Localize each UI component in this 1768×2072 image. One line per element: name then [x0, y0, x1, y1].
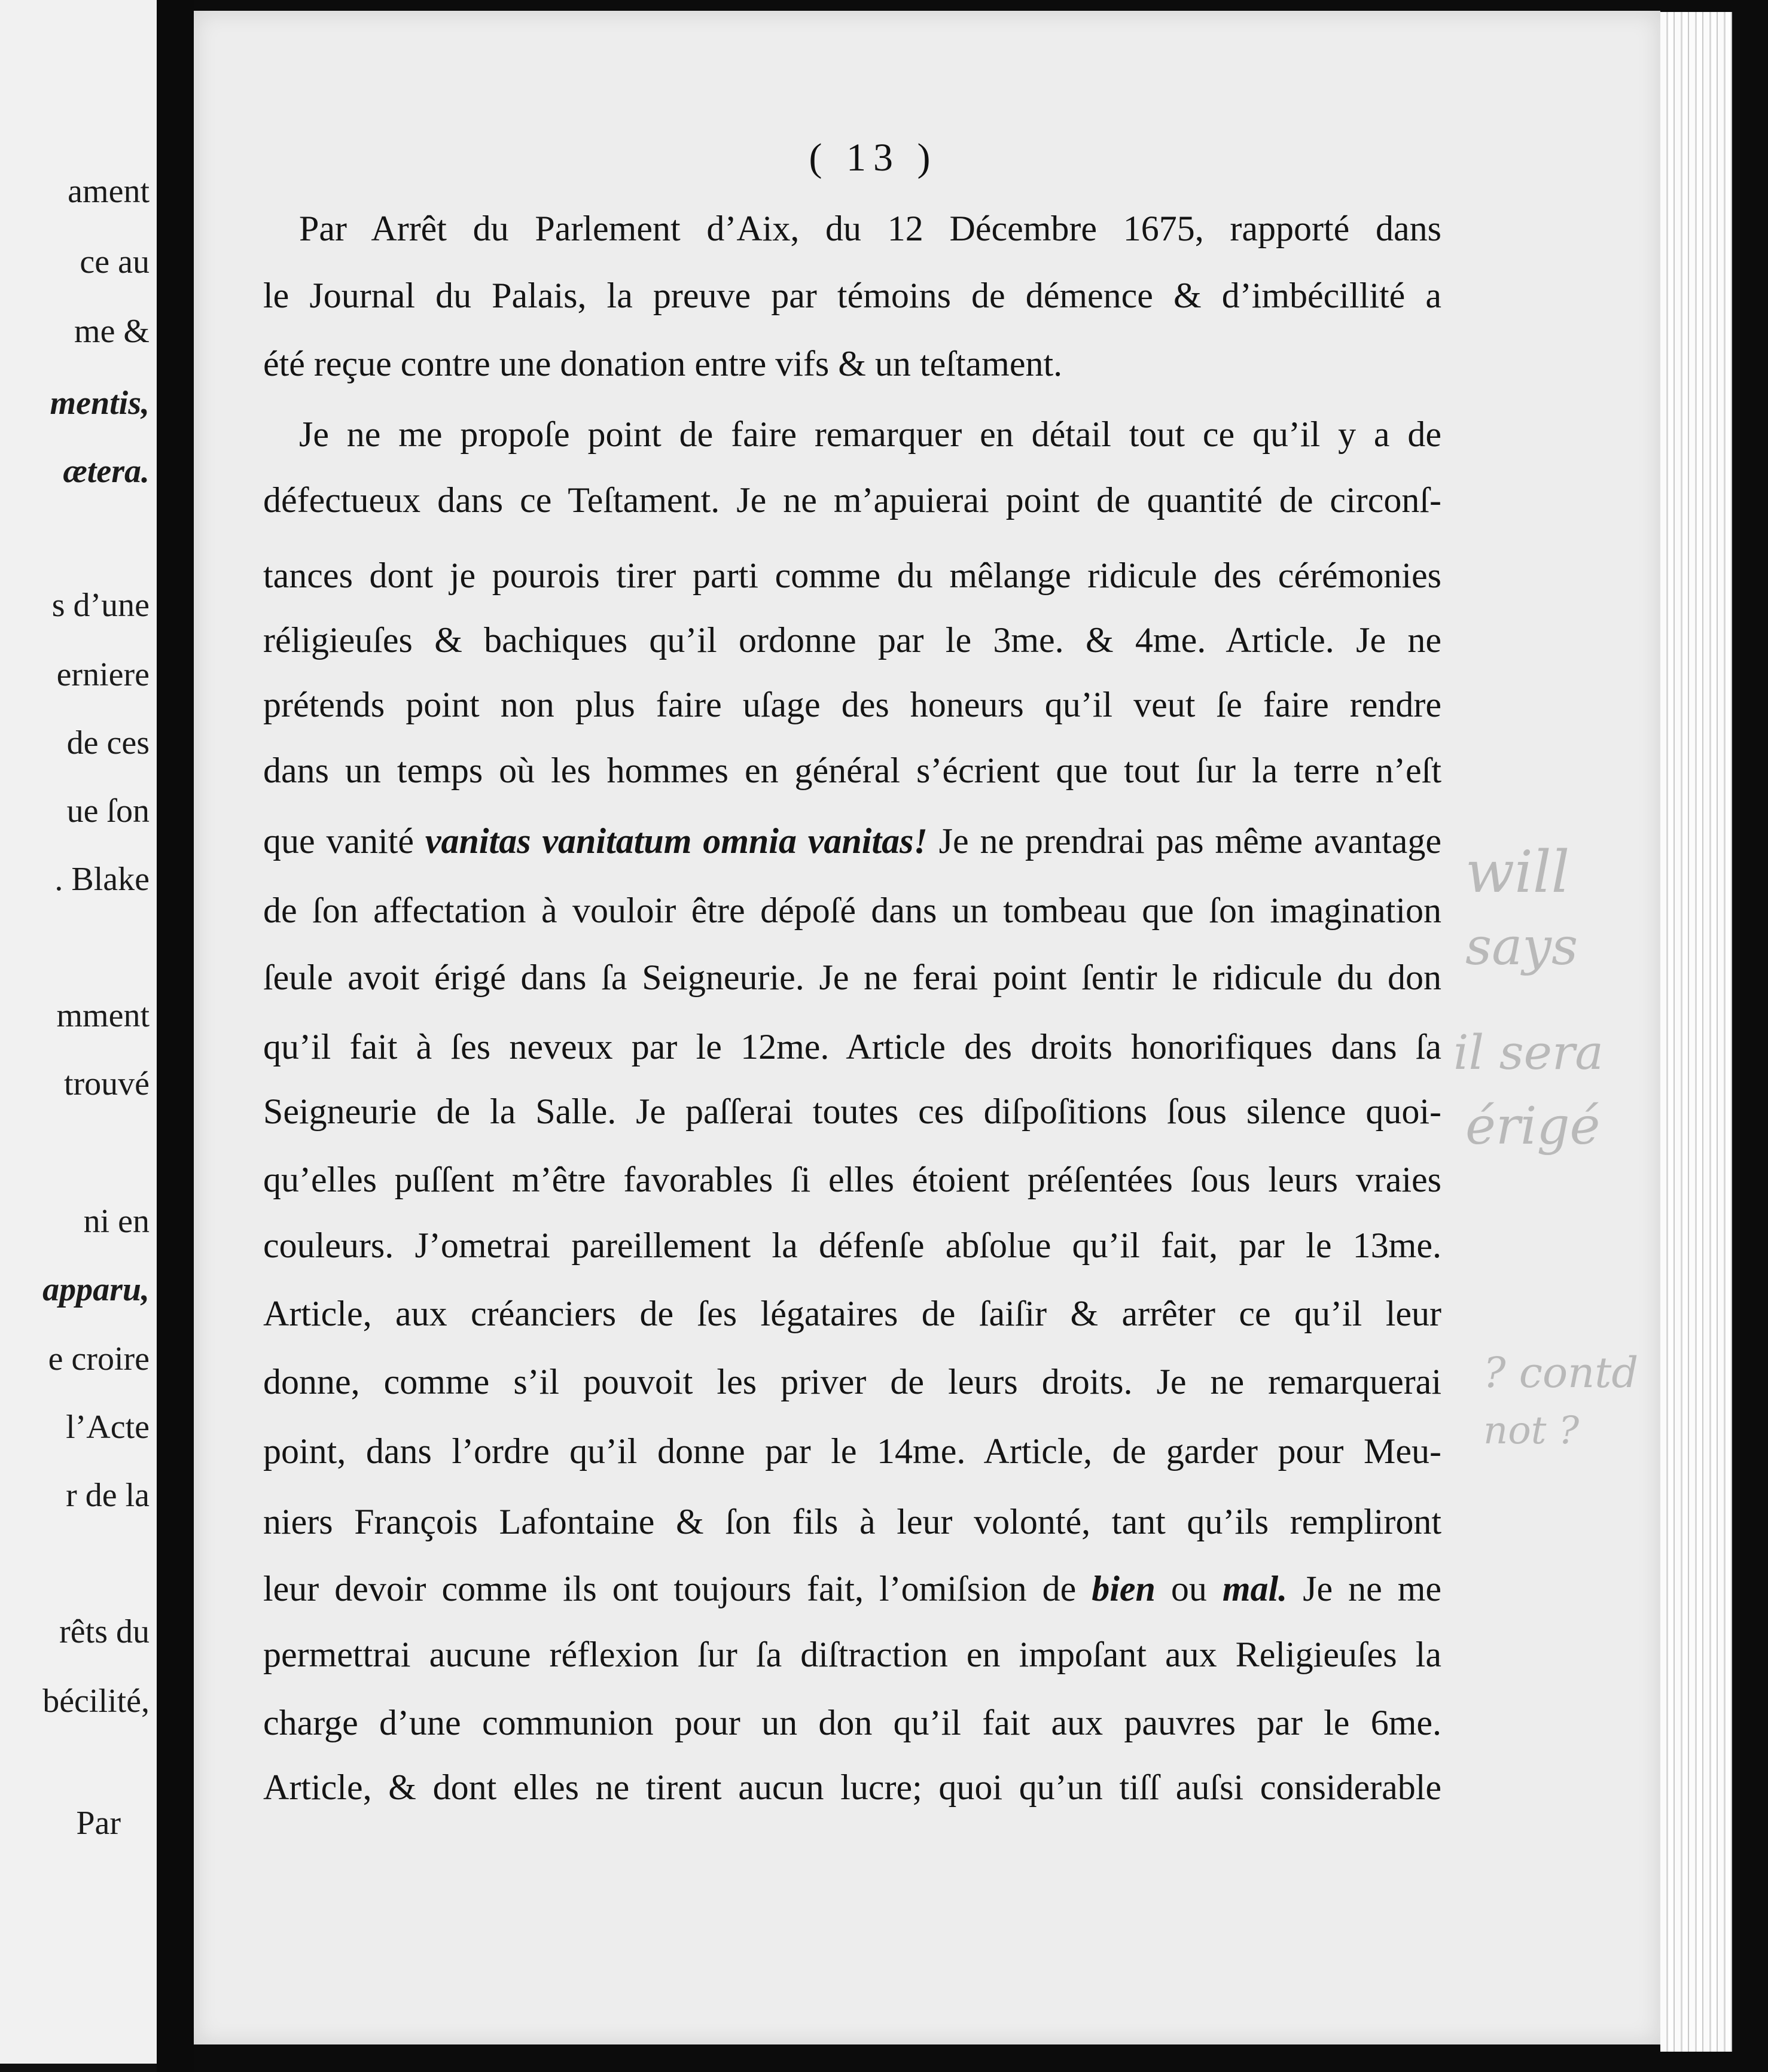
text-line: de ſon affectation à vouloir être dépoſé dans un tombeau que ſon imagination [263, 891, 1441, 930]
text-line: prétends point non plus faire uſage des honeurs qu’il veut ſe faire rendre [263, 685, 1441, 724]
text-line [263, 819, 1441, 863]
left-page-line: bécilité, [42, 1683, 150, 1720]
marginal-note: not ? [1483, 1409, 1580, 1453]
text-line: Article, & dont elles ne tirent aucun lucre; quoi qu’un tiſſ auſsi considerable [263, 1768, 1441, 1807]
text-span: Je ne me [1303, 1569, 1442, 1608]
text-line: Article, aux créanciers de ſes légataires de ſaiſir & arrêter ce qu’il leur [263, 1294, 1441, 1333]
text-line: le Journal du Palais, la preuve par témoins de démence & d’imbécillité a [263, 276, 1441, 315]
text-line: Je ne me propoſe point de faire remarquer en détail tout ce qu’il y a de [299, 415, 1441, 454]
text-line: tances dont je pourois tirer parti comme du mêlange ridicule des cérémonies [263, 556, 1441, 595]
left-page-line: . Blake [54, 861, 150, 898]
scan-border-top [194, 0, 1768, 12]
text-line: réligieuſes & bachiques qu’il ordonne par le 3me. & 4me. Article. Je ne [263, 620, 1441, 660]
marginal-note: ? contd [1483, 1348, 1639, 1397]
left-page-line: Par [76, 1805, 121, 1842]
left-page-line: s d’une [51, 587, 150, 624]
left-page-line: r de la [66, 1477, 150, 1514]
page-stack-edges [1660, 12, 1732, 2052]
left-facing-page [0, 0, 157, 2064]
marginal-note: il sera [1453, 1025, 1604, 1080]
left-page-line: ce au [80, 243, 150, 281]
text-line: charge d’une communion pour un don qu’il fait aux pauvres par le 6me. [263, 1703, 1441, 1742]
marginal-note: says [1465, 917, 1578, 977]
text-line: couleurs. J’ometrai pareillement la défenſe abſolue qu’il fait, par le 13me. [263, 1226, 1441, 1265]
latin-quote: vanitas vanitatum omnia vanitas! [425, 821, 928, 861]
text-line: qu’elles puſſent m’être favorables ſi elles étoient préſentées ſous leurs vraies [263, 1160, 1441, 1199]
left-page-line: e croire [48, 1340, 150, 1378]
left-page-line: rêts du [59, 1613, 150, 1650]
left-page-line: trouvé [63, 1065, 150, 1102]
scan-border-bottom [194, 2044, 1768, 2072]
text-span: que vanité [263, 821, 414, 861]
text-line: qu’il fait à ſes neveux par le 12me. Article des droits honorifiques dans ſa [263, 1027, 1441, 1067]
left-page-line: ni en [83, 1203, 150, 1240]
italic-word: bien [1092, 1569, 1156, 1608]
left-page-line: mment [56, 997, 150, 1034]
left-page-line: ue ſon [66, 793, 150, 830]
text-line: niers François Lafontaine & ſon fils à leur volonté, tant qu’ils rempliront [263, 1502, 1441, 1541]
scan-border-right [1732, 0, 1768, 2072]
text-line: ſeule avoit érigé dans ſa Seigneurie. Je ne ferai point ſentir le ridicule du don [263, 958, 1441, 997]
book-gutter [157, 0, 194, 2072]
text-line: Seigneurie de la Salle. Je paſſerai toutes ces diſpoſitions ſous silence quoi- [263, 1092, 1441, 1131]
text-line: permettrai aucune réflexion ſur ſa diſtraction en impoſant aux Religieuſes la [263, 1635, 1441, 1674]
marginal-note: will [1465, 839, 1570, 906]
left-page-line: apparu, [42, 1271, 150, 1308]
left-page-line: erniere [56, 656, 150, 693]
text-line: point, dans l’ordre qu’il donne par le 14me. Article, de garder pour Meu- [263, 1431, 1441, 1471]
page-number: ( 13 ) [809, 136, 938, 179]
text-span: ou [1170, 1569, 1207, 1608]
left-page-line: me & [74, 313, 150, 350]
italic-word: mal. [1222, 1569, 1288, 1608]
left-page-line: de ces [66, 724, 150, 761]
text-line: dans un temps où les hommes en général s’écrient que tout ſur la terre n’eſt [263, 751, 1441, 790]
marginal-note: érigé [1465, 1096, 1601, 1156]
text-line: Par Arrêt du Parlement d’Aix, du 12 Décembre 1675, rapporté dans [299, 209, 1441, 248]
text-line: défectueux dans ce Teſtament. Je ne m’apuierai point de quantité de circonſ- [263, 480, 1441, 520]
left-page-line: mentis, [50, 385, 150, 422]
left-page-line: ament [68, 173, 150, 210]
text-line [263, 1567, 1441, 1610]
text-line: été reçue contre une donation entre vifs & un teſtament. [263, 344, 1063, 383]
left-page-line: l’Acte [66, 1409, 150, 1446]
left-page-line: ætera. [63, 453, 150, 490]
text-span: Je ne prendrai pas même avantage [938, 821, 1442, 861]
text-span: leur devoir comme ils ont toujours fait, l’omiſsion de [263, 1569, 1077, 1608]
text-line: donne, comme s’il pouvoit les priver de leurs droits. Je ne remarquerai [263, 1362, 1441, 1401]
